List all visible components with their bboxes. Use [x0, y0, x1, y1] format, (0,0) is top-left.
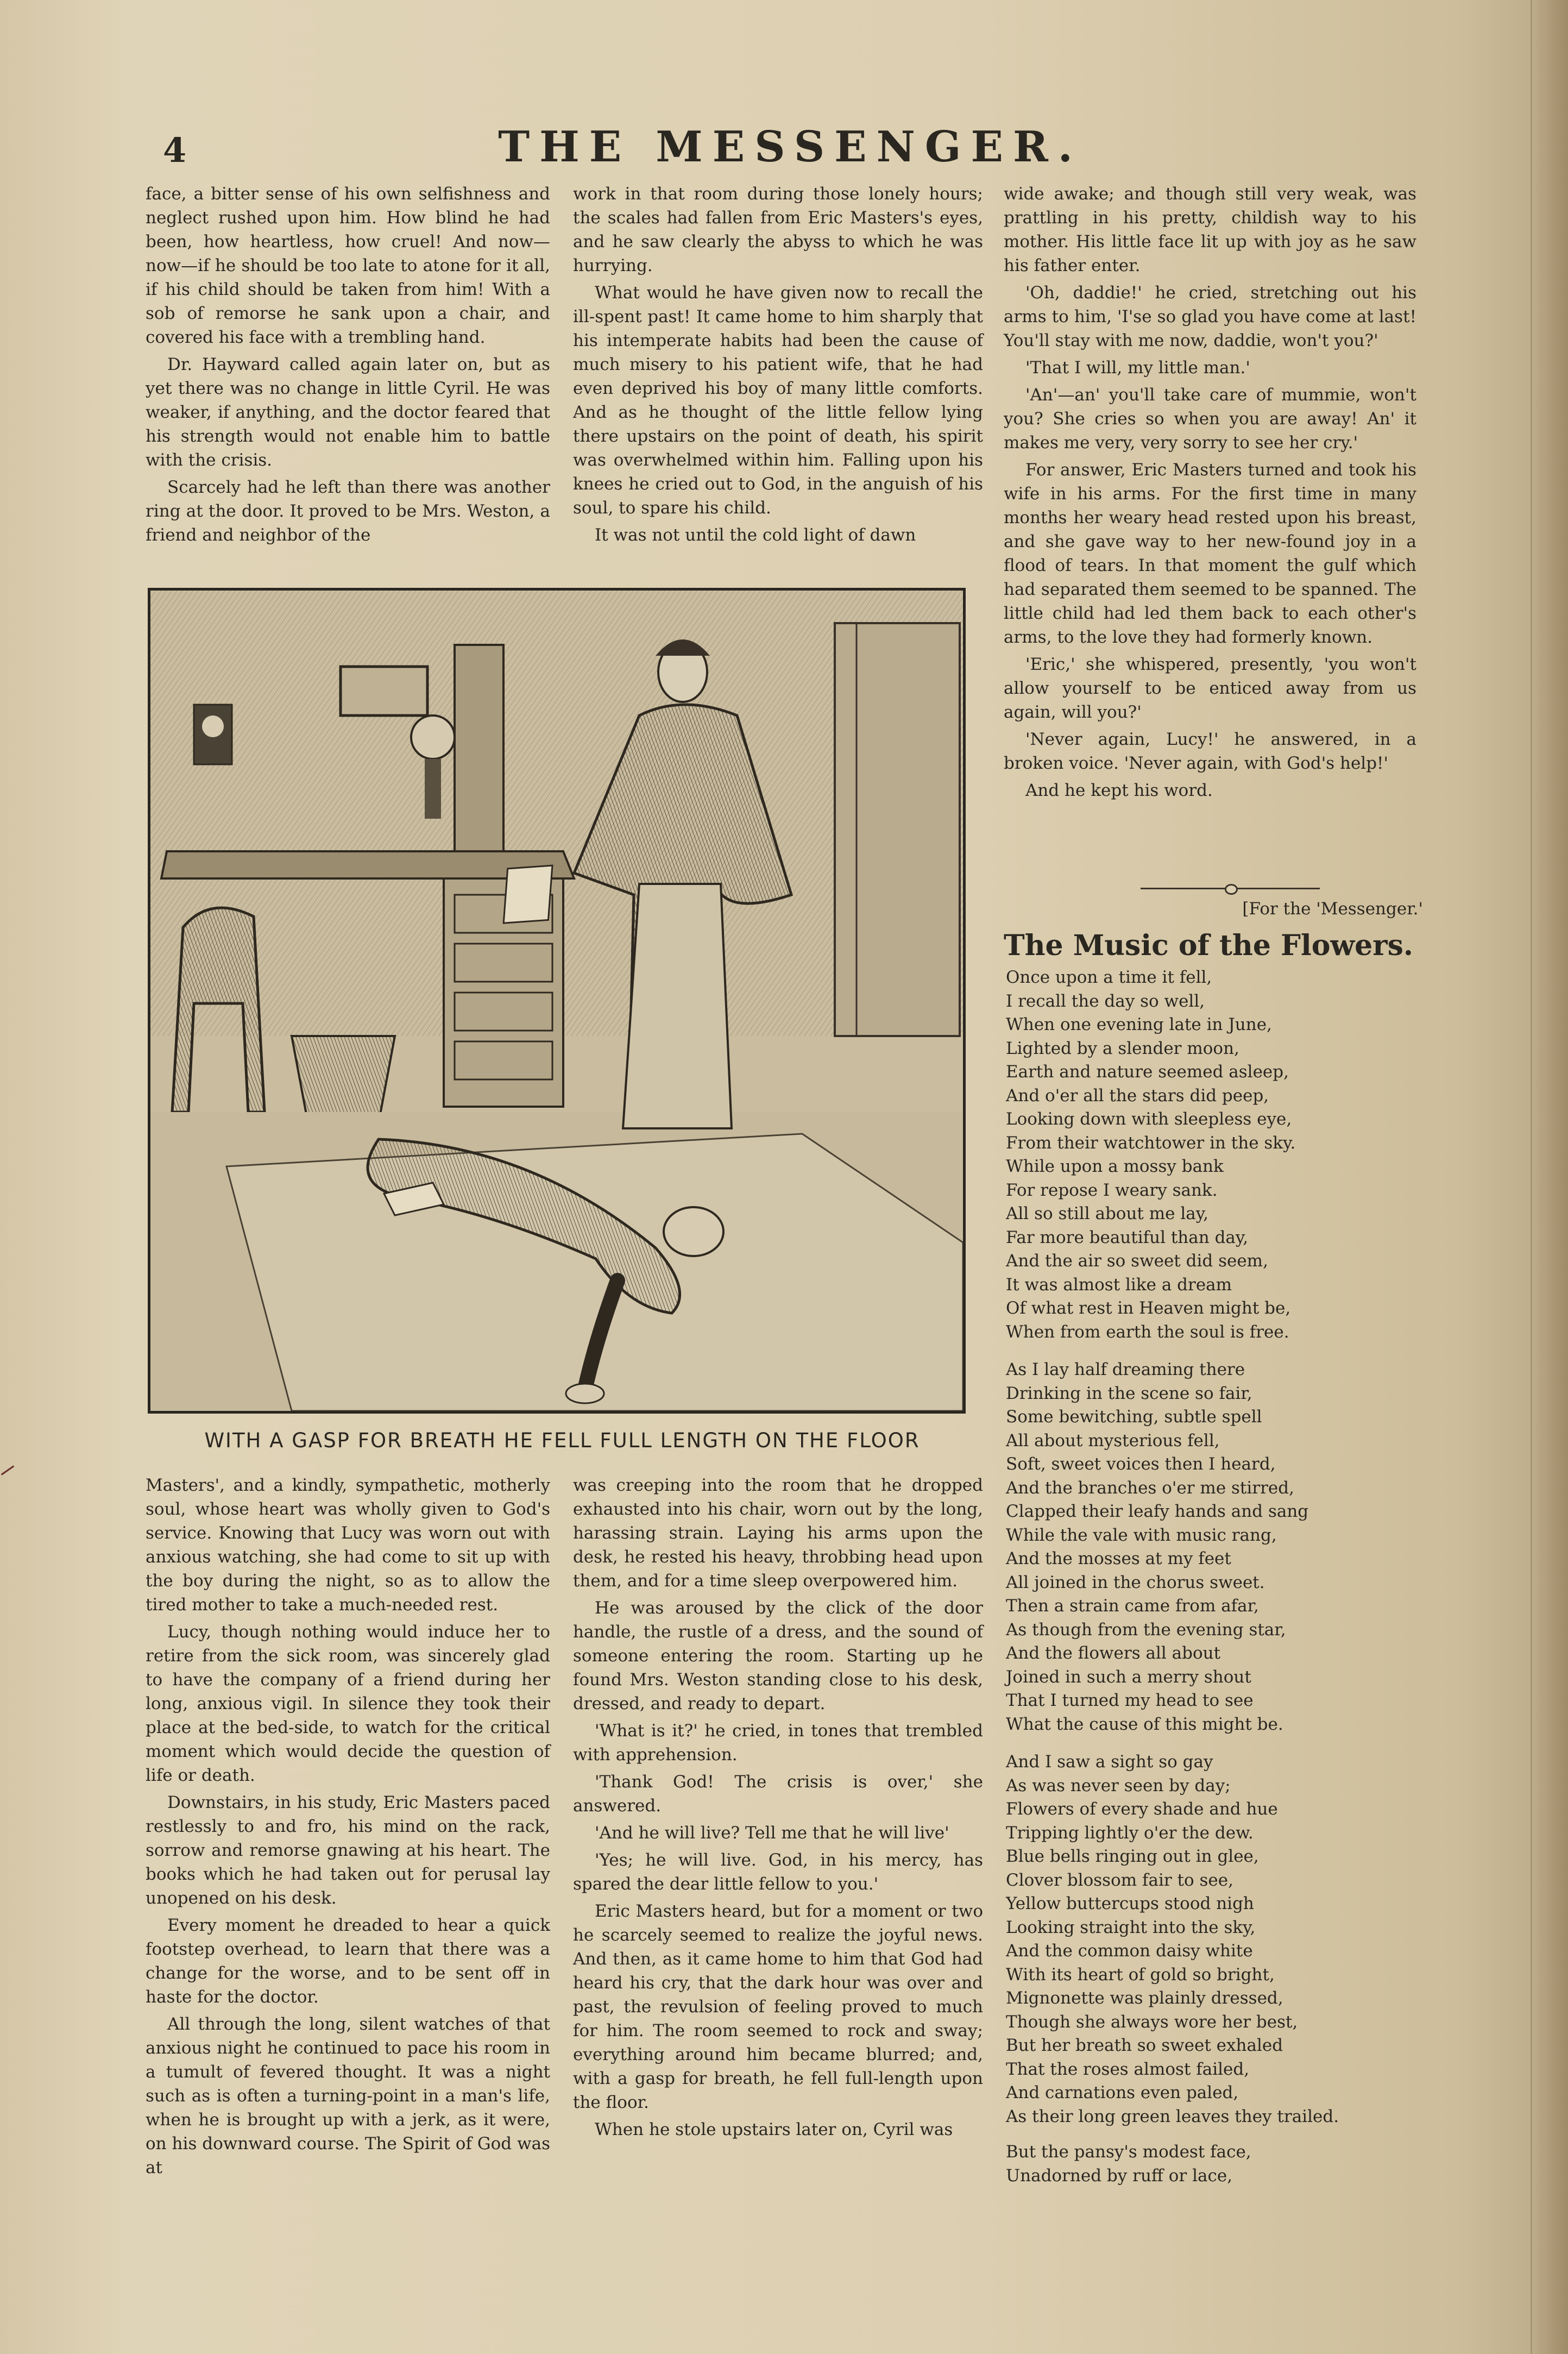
- illustration: [148, 588, 966, 1414]
- poem-line: Looking straight into the sky,: [1006, 1917, 1256, 1937]
- poem-line: Of what rest in Heaven might be,: [1006, 1298, 1291, 1318]
- poem-line: Flowers of every shade and hue: [1006, 1799, 1278, 1819]
- poem-line: While the vale with music rang,: [1006, 1525, 1277, 1545]
- poem-line: Once upon a time it fell,: [1006, 968, 1212, 987]
- paragraph: 'Eric,' she whispered, presently, 'you won't allow yourself to be enticed away from us again, will you?': [1004, 655, 1416, 722]
- poem-line: Then a strain came from afar,: [1006, 1596, 1259, 1616]
- paragraph: Eric Masters heard, but for a moment or two he scarcely seemed to realize the joyful news. And then, as it came home to him that God had heard his cry, that the dark hour was over and past, the revulsion of feeling proved to much for him. The room seemed to rock and sway; everything around him became blurred; and, with a gasp for breath, he fell full-length upon the floor.: [573, 1901, 983, 2112]
- paragraph: face, a bitter sense of his own selfishness and neglect rushed upon him. How blind he had been, how heartless, how cruel! And now—now—if he should be too late to atone for it all, if his child should be taken from him! With a sob of remorse he sank upon a chair, and covered his face with a trembling hand.: [146, 184, 550, 347]
- paragraph: work in that room during those lonely hours; the scales had fallen from Eric Masters's eyes, and he saw clearly the abyss to which he was hurrying.: [573, 184, 983, 275]
- poem-line: Joined in such a merry shout: [1006, 1667, 1251, 1687]
- poem-stanza-1: [1006, 966, 1419, 1344]
- paragraph: It was not until the cold light of dawn: [595, 525, 916, 545]
- paragraph: 'Yes; he will live. God, in his mercy, has spared the dear little fellow to you.': [573, 1850, 983, 1894]
- poem-line: It was almost like a dream: [1006, 1275, 1232, 1295]
- poem-stanza-4: [1006, 2140, 1419, 2188]
- poem-line: As was never seen by day;: [1006, 1775, 1231, 1796]
- page-number: 4: [163, 130, 187, 170]
- poem-line: And the branches o'er me stirred,: [1006, 1478, 1294, 1498]
- poem-line: I recall the day so well,: [1006, 991, 1205, 1011]
- poem-line: And the air so sweet did seem,: [1006, 1251, 1268, 1271]
- paragraph: What would he have given now to recall the ill-spent past! It came home to him sharply that his intemperate habits had been the cause of much misery to his patient wife, that he had even deprived his boy of many little comforts. And as he thought of the little fellow lying there upstairs on the point of death, his spirit was overwhelmed within him. Falling upon his knees he cried out to God, in the anguish of his soul, to spare his child.: [573, 283, 983, 518]
- masthead-title: THE MESSENGER.: [498, 122, 1082, 172]
- paragraph: 'And he will live? Tell me that he will live': [595, 1823, 949, 1843]
- poem-line: Yellow buttercups stood nigh: [1006, 1894, 1254, 1913]
- poem-line: As I lay half dreaming there: [1006, 1360, 1245, 1379]
- poem-line: That I turned my head to see: [1006, 1691, 1254, 1710]
- poem-line: What the cause of this might be.: [1006, 1714, 1283, 1734]
- paragraph: 'Never again, Lucy!' he answered, in a broken voice. 'Never again, with God's help!': [1004, 730, 1416, 773]
- poem-line: And carnations even paled,: [1006, 2083, 1239, 2102]
- poem-line: Unadorned by ruff or lace,: [1006, 2165, 1233, 2186]
- paragraph: Scarcely had he left than there was another ring at the door. It proved to be Mrs. Weston, a friend and neighbor of the: [146, 478, 550, 545]
- poem-line: When from earth the soul is free.: [1006, 1322, 1289, 1342]
- poem-line: All so still about me lay,: [1006, 1204, 1208, 1223]
- poem-line: From their watchtower in the sky.: [1006, 1133, 1296, 1153]
- poem-line: As though from the evening star,: [1006, 1619, 1286, 1640]
- poem-line: Earth and nature seemed asleep,: [1006, 1062, 1289, 1082]
- poem-line: Clapped their leafy hands and sang: [1006, 1502, 1309, 1521]
- poem-line: Though she always wore her best,: [1006, 2012, 1298, 2032]
- poem-source-note: [For the 'Messenger.': [1242, 899, 1423, 919]
- poem-line: Mignonette was plainly dressed,: [1006, 1988, 1283, 2008]
- poem-line: And o'er all the stars did peep,: [1006, 1085, 1269, 1106]
- paragraph: Every moment he dreaded to hear a quick footstep overhead, to learn that there was a change for the worse, and to be sent off in haste for the doctor.: [146, 1916, 550, 2007]
- poem-line: That the roses almost failed,: [1006, 2059, 1250, 2079]
- paragraph: And he kept his word.: [1025, 781, 1213, 800]
- poem-line: And the common daisy white: [1006, 1941, 1253, 1961]
- illustration-caption: WITH A GASP FOR BREATH HE FELL FULL LENGTH ON THE FLOOR: [204, 1429, 920, 1452]
- poem-line: All about mysterious fell,: [1006, 1430, 1220, 1451]
- paragraph: 'Oh, daddie!' he cried, stretching out his arms to him, 'I'se so glad you have come at last! You'll stay with me now, daddie, won't you?': [1004, 283, 1416, 350]
- column-2-bottom: [573, 1473, 983, 2145]
- paragraph: 'That I will, my little man.': [1025, 358, 1250, 378]
- poem-line: And I saw a sight so gay: [1006, 1752, 1213, 1772]
- paragraph: He was aroused by the click of the door handle, the rustle of a dress, and the sound of someone entering the room. Starting up he found Mrs. Weston standing close to his desk, dressed, and ready to depart.: [573, 1598, 983, 1713]
- column-1-top: [146, 182, 550, 550]
- paragraph: wide awake; and though still very weak, was prattling in his pretty, childish way to his mother. His little face lit up with joy as he saw his father enter.: [1004, 184, 1416, 275]
- poem-stanza-2: [1006, 1358, 1419, 1736]
- paragraph: Dr. Hayward called again later on, but as yet there was no change in little Cyril. He was weaker, if anything, and the doctor feared that his strength would not enable him to battle with the crisis.: [146, 355, 550, 470]
- poem-line: Blue bells ringing out in glee,: [1006, 1847, 1259, 1866]
- poem-line: As their long green leaves they trailed.: [1006, 2106, 1339, 2126]
- poem-line: While upon a mossy bank: [1006, 1157, 1224, 1176]
- paragraph: For answer, Eric Masters turned and took his wife in his arms. For the first time in many months her weary head rested upon his breast, and she gave way to her new-found joy in a flood of tears. In that moment the gulf which had separated them seemed to be spanned. The little child had led them back to each other's arms, to the love they had formerly known.: [1004, 460, 1416, 647]
- paragraph: 'An'—an' you'll take care of mummie, won't you? She cries so when you are away! An' it makes me very, very sorry to see her cry.': [1004, 385, 1416, 453]
- paragraph: When he stole upstairs later on, Cyril was: [595, 2120, 953, 2139]
- poem-line: Clover blossom fair to see,: [1006, 1870, 1233, 1890]
- page-fold: [1531, 0, 1532, 2354]
- poem-line: For repose I weary sank.: [1006, 1180, 1218, 1200]
- poem-title: The Music of the Flowers.: [1004, 929, 1413, 962]
- paragraph: 'What is it?' he cried, in tones that trembled with apprehension.: [573, 1721, 983, 1765]
- paragraph: 'Thank God! The crisis is over,' she answered.: [573, 1772, 983, 1816]
- poem-line: When one evening late in June,: [1006, 1015, 1272, 1034]
- column-1-bottom: [146, 1473, 550, 2183]
- poem-stanza-3: [1006, 1750, 1419, 2129]
- poem-line: And the mosses at my feet: [1006, 1549, 1231, 1568]
- poem-line: With its heart of gold so bright,: [1006, 1964, 1275, 1985]
- poem-line: And the flowers all about: [1006, 1643, 1221, 1663]
- poem-line: Some bewitching, subtle spell: [1006, 1407, 1262, 1427]
- poem-line: But her breath so sweet exhaled: [1006, 2036, 1283, 2055]
- divider-ornament: [1225, 884, 1238, 895]
- column-2-top: [573, 182, 983, 550]
- poem-line: Lighted by a slender moon,: [1006, 1038, 1239, 1058]
- poem-line: Soft, sweet voices then I heard,: [1006, 1454, 1276, 1474]
- page-edge-shadow: [1530, 0, 1568, 2354]
- poem-line: Drinking in the scene so fair,: [1006, 1383, 1252, 1403]
- paragraph: Masters', and a kindly, sympathetic, motherly soul, whose heart was wholly given to God's service. Knowing that Lucy was worn out with anxious watching, she had come to sit up with the boy during the night, so as to allow the tired mother to take a much-needed rest.: [146, 1476, 550, 1615]
- paragraph: was creeping into the room that he dropped exhausted into his chair, worn out by the long, harassing strain. Laying his arms upon the desk, he rested his heavy, throbbing head upon them, and for a time sleep overpowered him.: [573, 1476, 983, 1591]
- poem-line: Tripping lightly o'er the dew.: [1006, 1823, 1254, 1843]
- poem-line: All joined in the chorus sweet.: [1006, 1572, 1265, 1592]
- poem-line: But the pansy's modest face,: [1006, 2142, 1251, 2162]
- paragraph: All through the long, silent watches of that anxious night he continued to pace his room in a tumult of fevered thought. It was a night such as is often a turning-point in a man's life, when he is brought up with a jerk, as it were, on his downward course. The Spirit of God was at: [146, 2014, 550, 2177]
- column-3: [1004, 182, 1416, 806]
- paragraph: Downstairs, in his study, Eric Masters paced restlessly to and fro, his mind on the rack, sorrow and remorse gnawing at his heart. The books which he had taken out for perusal lay unopened on his desk.: [146, 1793, 550, 1908]
- paragraph: Lucy, though nothing would induce her to retire from the sick room, was sincerely glad to have the company of a friend during her long, anxious vigil. In silence they took their place at the bed-side, to watch for the critical moment which would decide the question of life or death.: [146, 1622, 550, 1785]
- engraving-scene: [150, 591, 963, 1411]
- poem-line: Looking down with sleepless eye,: [1006, 1109, 1292, 1129]
- poem-line: Far more beautiful than day,: [1006, 1227, 1249, 1247]
